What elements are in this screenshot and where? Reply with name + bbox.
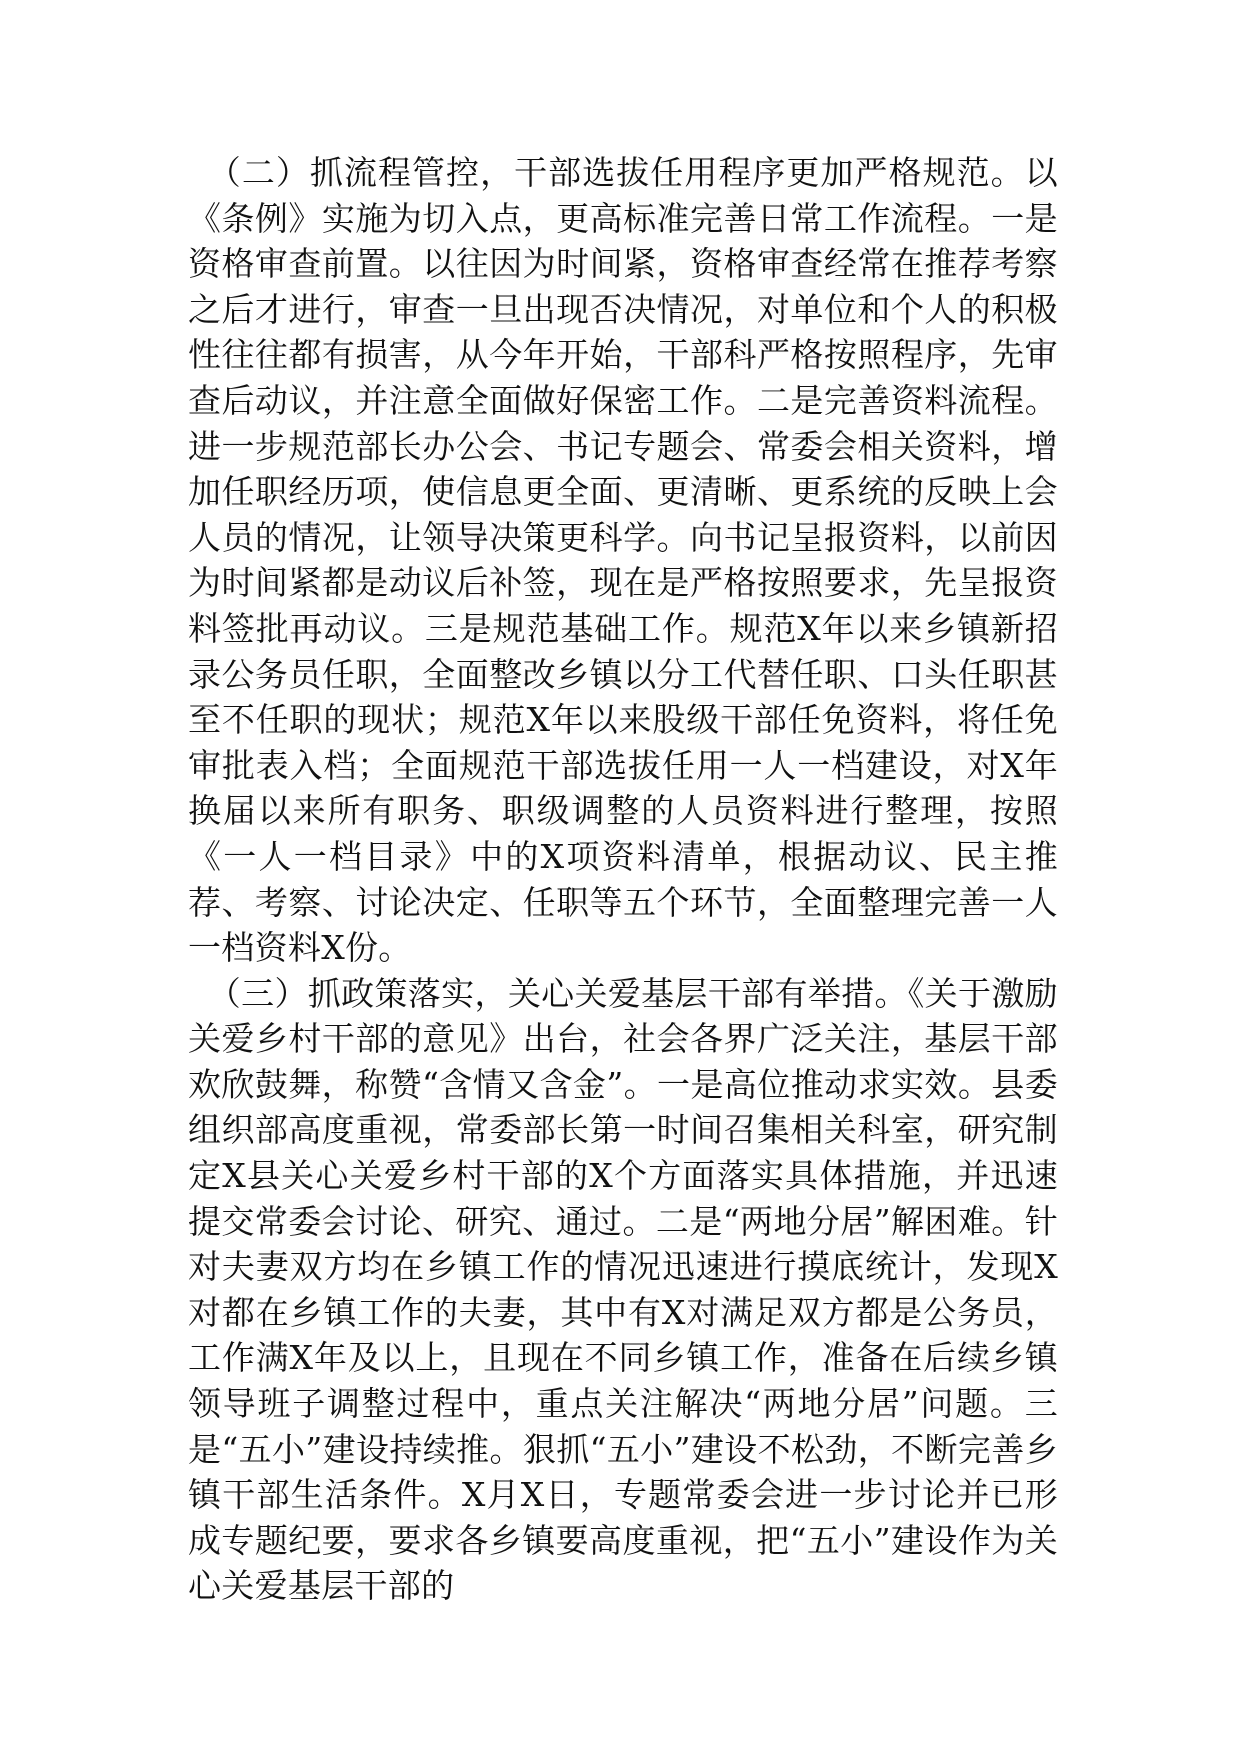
paragraph-policy-implementation: （三）抓政策落实，关心关爱基层干部有举措。《关于激励关爱乡村干部的意见》出台，社会各界广泛关注，基层干部欢欣鼓舞，称赞“含情又含金”。一是高位推动求实效。县委组织部高度重视，常委部长第一时间召集相关科室，研究制定X县关心关爱乡村干部的X个方面落实具体措施，并迅速提交常委会讨论、研究、通过。二是“两地分居”解困难。针对夫妻双方均在乡镇工作的情况迅速进行摸底统计，发现X对都在乡镇工作的夫妻，其中有X对满足双方都是公务员，工作满X年及以上，且现在不同乡镇工作，准备在后续乡镇领导班子调整过程中，重点关注解决“两地分居”问题。三是“五小”建设持续推。狠抓“五小”建设不松劲，不断完善乡镇干部生活条件。X月X日，专题常委会进一步讨论并已形成专题纪要，要求各乡镇要高度重视，把“五小”建设作为关心关爱基层干部的 (188, 973, 1058, 1606)
paragraph-process-control: （二）抓流程管控，干部选拔任用程序更加严格规范。以《条例》实施为切入点，更高标准完善日常工作流程。一是资格审查前置。以往因为时间紧，资格审查经常在推荐考察之后才进行，审查一旦出现否决情况，对单位和个人的积极性往往都有损害，从今年开始，干部科严格按照程序，先审查后动议，并注意全面做好保密工作。二是完善资料流程。进一步规范部长办公会、书记专题会、常委会相关资料，增加任职经历项，使信息更全面、更清晰、更系统的反映上会人员的情况，让领导决策更科学。向书记呈报资料，以前因为时间紧都是动议后补签，现在是严格按照要求，先呈报资料签批再动议。三是规范基础工作。规范X年以来乡镇新招录公务员任职，全面整改乡镇以分工代替任职、口头任职甚至不任职的现状；规范X年以来股级干部任免资料，将任免审批表入档；全面规范干部选拔任用一人一档建设，对X年换届以来所有职务、职级调整的人员资料进行整理，按照《一人一档目录》中的X项资料清单，根据动议、民主推荐、考察、讨论决定、任职等五个环节，全面整理完善一人一档资料X份。 (188, 153, 1058, 968)
document-page (188, 150, 1058, 1609)
